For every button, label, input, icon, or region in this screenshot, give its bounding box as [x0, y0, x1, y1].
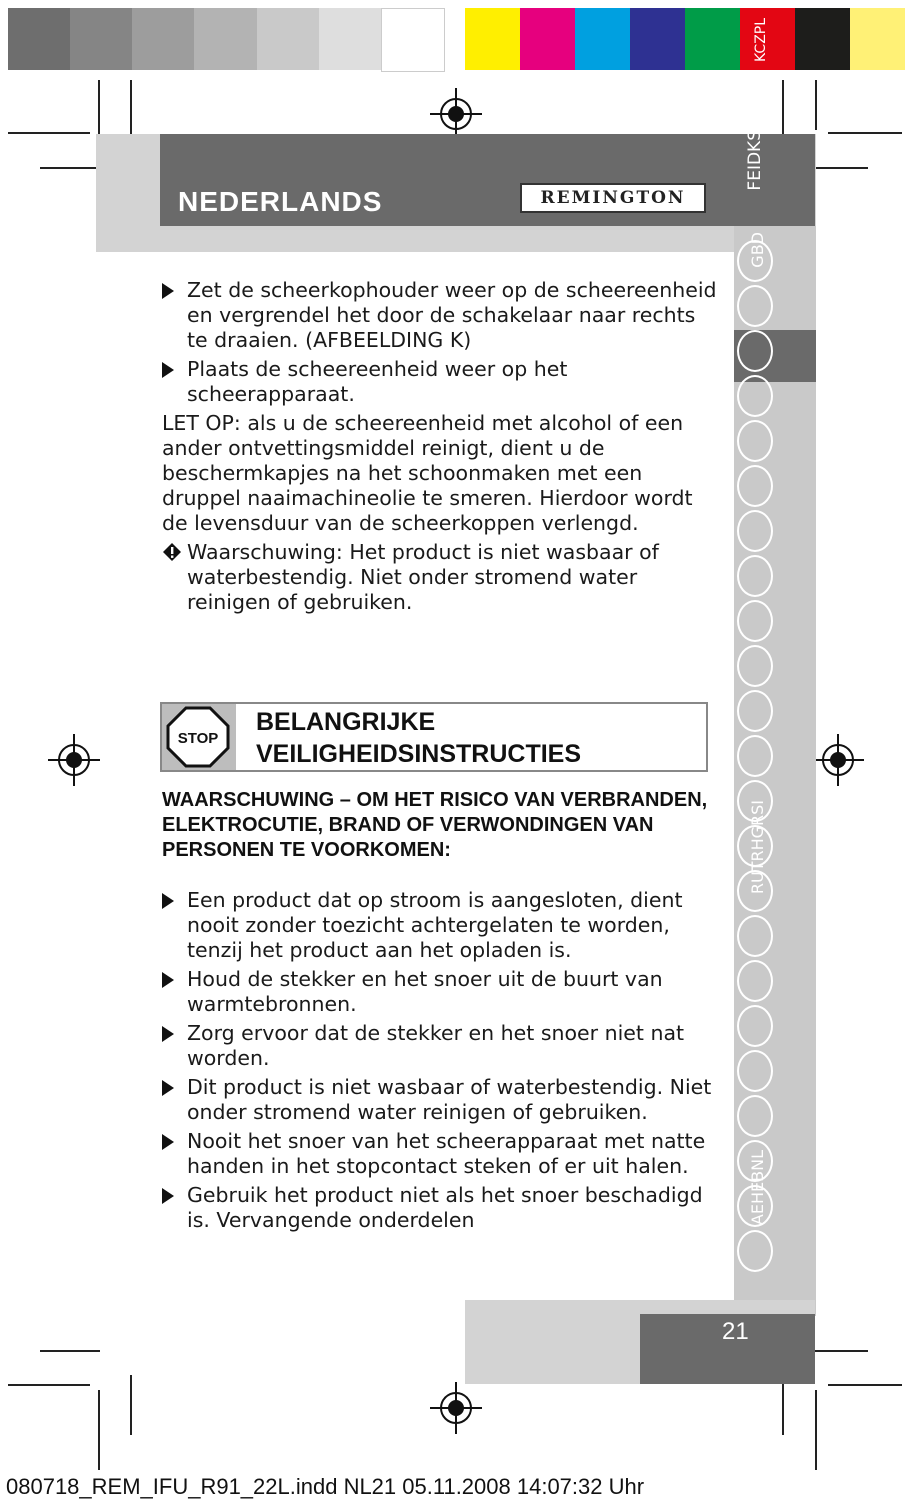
sidebar-label-gbd: GBD [748, 232, 767, 268]
sidebar-circle-icon [737, 600, 773, 642]
sidebar-circle-icon [737, 915, 773, 957]
crop-mark [40, 167, 100, 169]
sidebar-top-label: FEIDKS [745, 130, 765, 191]
crop-mark [782, 80, 784, 140]
safety-list [162, 888, 722, 1237]
sidebar-circle-icon [737, 465, 773, 507]
grayscale-strip [8, 8, 445, 70]
crop-mark [815, 80, 817, 130]
sidebar-circle-icon [737, 510, 773, 552]
list-item: Een product dat op stroom is aangesloten, dient nooit zonder toezicht achtergelaten te worden, tenzij het product aan het opladen is. [162, 888, 722, 963]
sidebar-circle-icon [737, 690, 773, 732]
sidebar-circle-icon [737, 330, 773, 372]
print-slug: 080718_REM_IFU_R91_22L.indd NL21 05.11.2008 14:07:32 Uhr [6, 1474, 645, 1499]
sidebar-circle-icon [737, 735, 773, 777]
sidebar-circle-icon [737, 420, 773, 462]
list-item: Zet de scheerkophouder weer op de scheereenheid en vergrendel het door de schakelaar naar rechts te draaien. (AFBEELDING K) [162, 278, 722, 353]
list-item: Gebruik het product niet als het snoer beschadigd is. Vervangende onderdelen [162, 1183, 722, 1233]
crop-mark [828, 1384, 902, 1386]
crop-mark [98, 1390, 100, 1470]
page-number: 21 [722, 1318, 749, 1345]
crop-mark [782, 1375, 784, 1435]
sidebar-circle-icon [737, 555, 773, 597]
list-item: Plaats de scheereenheid weer op het scheerapparaat. [162, 357, 722, 407]
crop-mark [808, 167, 868, 169]
warning-diamond-icon [162, 542, 182, 562]
safety-title-line2: VEILIGHEIDSINSTRUCTIES [256, 740, 582, 768]
brand-logo-text: REMINGTON [540, 188, 686, 208]
sidebar-circle-icon [737, 375, 773, 417]
safety-title [256, 706, 581, 770]
crop-mark [8, 132, 90, 134]
safety-title-line1: BELANGRIJKE [256, 708, 436, 736]
crop-mark [815, 1390, 817, 1470]
crop-mark [828, 132, 902, 134]
sidebar-circle-icon [737, 1230, 773, 1272]
color-strip [465, 8, 905, 70]
list-item: Houd de stekker en het snoer uit de buurt van warmtebronnen. [162, 967, 722, 1017]
list-item: Nooit het snoer van het scheerapparaat met natte handen in het stopcontact steken of er uit halen. [162, 1129, 722, 1179]
crop-mark [130, 1375, 132, 1435]
list-item: Zorg ervoor dat de stekker en het snoer niet nat worden. [162, 1021, 722, 1071]
stop-sign-icon [166, 706, 230, 768]
sidebar-circle-icon [737, 1095, 773, 1137]
warning-text: Waarschuwing: Het product is niet wasbaar of waterbestendig. Niet onder stromend water reinigen of gebruiken. [187, 540, 659, 614]
crop-mark [8, 1384, 90, 1386]
language-title: NEDERLANDS [178, 186, 383, 217]
registration-mark-icon [430, 88, 482, 140]
crop-mark [130, 80, 132, 140]
stop-sign-label: STOP [177, 730, 219, 747]
warning-heading: WAARSCHUWING – OM HET RISICO VAN VERBRANDEN, ELEKTROCUTIE, BRAND OF VERWONDINGEN VAN PERSONEN TE VOORKOMEN: [162, 789, 708, 861]
registration-mark-icon [430, 1382, 482, 1434]
sidebar-circle-icon [737, 1050, 773, 1092]
sidebar-label-ae: AEHEBNL [748, 1150, 767, 1226]
sidebar-circle-icon [737, 285, 773, 327]
sidebar-circle-icon [737, 1005, 773, 1047]
crop-mark [808, 1350, 868, 1352]
list-item: Dit product is niet wasbaar of waterbestendig. Niet onder stromend water reinigen of gebruiken. [162, 1075, 722, 1125]
sidebar-circle-icon [737, 960, 773, 1002]
strip-label: KCZPL [753, 17, 769, 63]
registration-mark-icon [812, 734, 864, 786]
registration-mark-icon [48, 734, 100, 786]
sidebar-label-ru: RUTRHGRSI [748, 800, 767, 895]
crop-mark [40, 1350, 100, 1352]
crop-mark [98, 80, 100, 140]
note-paragraph: LET OP: als u de scheereenheid met alcohol of een ander ontvettingsmiddel reinigt, dient u de beschermkapjes na het schoonmaken met een druppel naaimachineolie te smeren. Hierdoor wordt de levensduur van de scheerkoppen verlengd. [162, 411, 693, 535]
warning-item [162, 540, 722, 615]
brand-logo [520, 183, 706, 213]
sidebar-circle-icon [737, 645, 773, 687]
main-content [162, 278, 722, 615]
